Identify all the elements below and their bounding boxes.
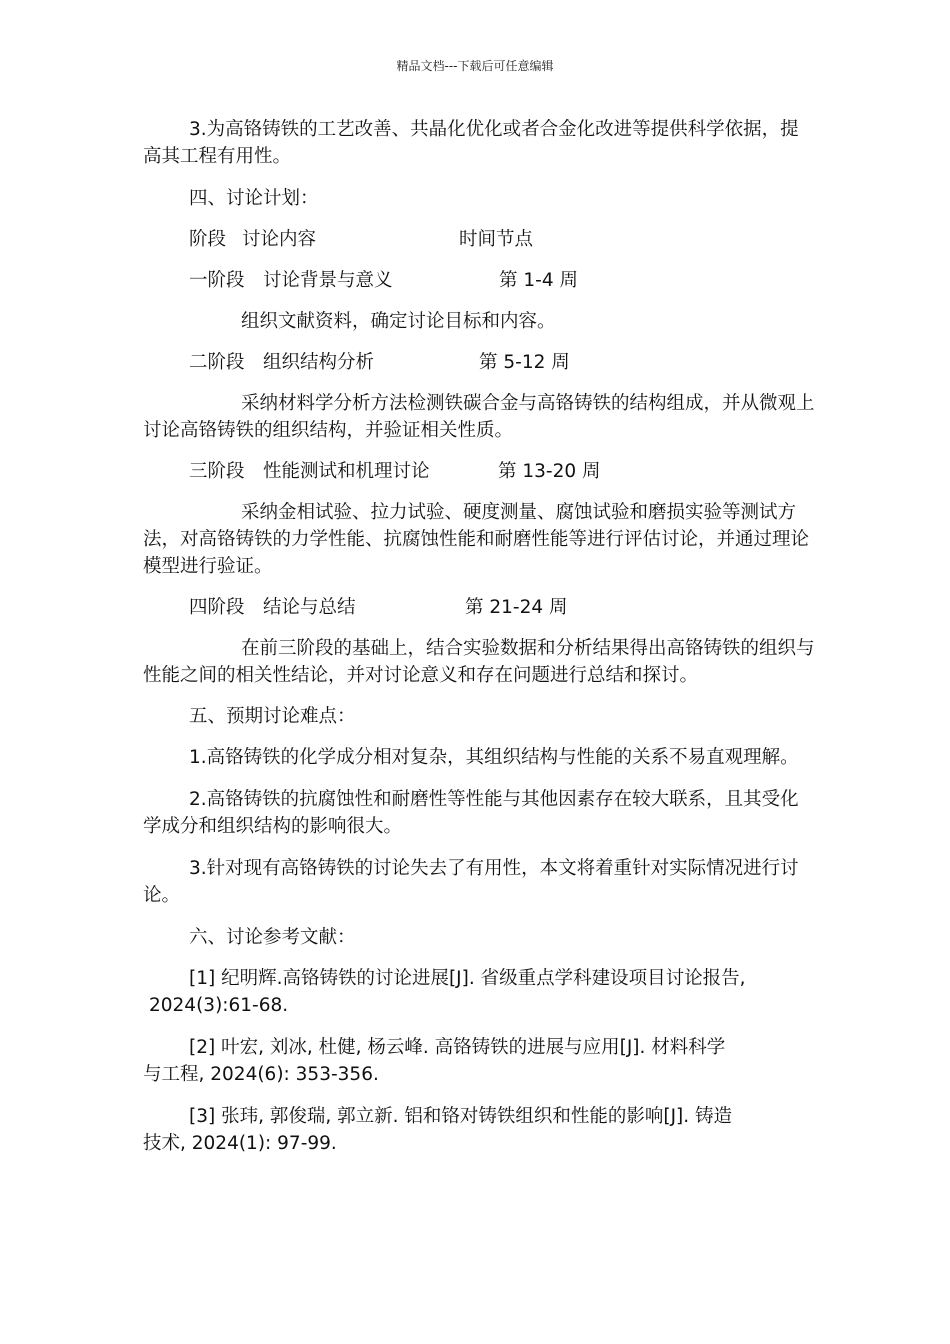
stage-time: 第 1-4 周 [499, 270, 578, 291]
plan-header-content: 讨论内容 [242, 229, 317, 250]
stage-desc: 采纳材料学分析方法检测铁碳合金与高铬铸铁的结构组成，并从微观上讨论高铬铸铁的组织结构，并验证相关性质。 [143, 393, 815, 441]
plan-header-time: 时间节点 [459, 229, 534, 250]
difficulty-item: 3.针对现有高铬铸铁的讨论失去了有用性，本文将着重针对实际情况进行讨论。 [143, 858, 799, 906]
stage-name: 三阶段 [189, 461, 245, 482]
stage-time: 第 13-20 周 [498, 461, 601, 482]
reference-item [143, 1103, 815, 1157]
plan-header-row [143, 226, 815, 253]
reference-line: [2] 叶宏, 刘冰, 杜健, 杨云峰. 高铬铸铁的进展与应用[J]. 材料科学 [189, 1037, 726, 1058]
reference-line: 2024(3):61-68. [149, 995, 289, 1016]
stage-content: 结论与总结 [263, 597, 356, 618]
reference-item [143, 965, 815, 1019]
stage-row [143, 267, 815, 294]
reference-line: 技术, 2024(1): 97-99. [143, 1133, 337, 1154]
stage-content: 组织结构分析 [263, 352, 375, 373]
plan-header-stage: 阶段 [189, 229, 227, 250]
reference-line: [1] 纪明辉.高铬铸铁的讨论进展[J]. 省级重点学科建设项目讨论报告, [189, 968, 746, 989]
stage-row [143, 349, 815, 376]
section4-title: 四、讨论计划： [189, 188, 319, 209]
reference-line: [3] 张玮, 郭俊瑞, 郭立新. 铝和铬对铸铁组织和性能的影响[J]. 铸造 [189, 1106, 733, 1127]
stage-time: 第 5-12 周 [479, 352, 570, 373]
stage-content: 讨论背景与意义 [263, 270, 393, 291]
stage-name: 一阶段 [189, 270, 245, 291]
stage-row [143, 458, 815, 485]
document-body [143, 116, 815, 1172]
stage-time: 第 21-24 周 [465, 597, 568, 618]
item3-intro: 3.为高铬铸铁的工艺改善、共晶化优化或者合金化改进等提供科学依据，提高其工程有用性。 [143, 119, 799, 167]
difficulty-item: 2.高铬铸铁的抗腐蚀性和耐磨性等性能与其他因素存在较大联系，且其受化学成分和组织结构的影响很大。 [143, 789, 799, 837]
page-header: 精品文档---下载后可任意编辑 [396, 59, 554, 73]
stage-row [143, 594, 815, 621]
reference-item [143, 1034, 815, 1088]
reference-line: 与工程, 2024(6): 353-356. [143, 1064, 379, 1085]
stage-name: 四阶段 [189, 597, 245, 618]
stage-content: 性能测试和机理讨论 [263, 461, 430, 482]
difficulty-item: 1.高铬铸铁的化学成分相对复杂，其组织结构与性能的关系不易直观理解。 [189, 747, 799, 768]
stage-desc: 采纳金相试验、拉力试验、硬度测量、腐蚀试验和磨损实验等测试方法，对高铬铸铁的力学性能、抗腐蚀性能和耐磨性能等进行评估讨论，并通过理论模型进行验证。 [143, 502, 810, 577]
section6-title: 六、讨论参考文献： [189, 927, 356, 948]
section5-title: 五、预期讨论难点： [189, 706, 356, 727]
stage-name: 二阶段 [189, 352, 245, 373]
stage-desc: 在前三阶段的基础上，结合实验数据和分析结果得出高铬铸铁的组织与性能之间的相关性结论，并对讨论意义和存在问题进行总结和探讨。 [143, 638, 815, 686]
stage-desc: 组织文献资料，确定讨论目标和内容。 [241, 311, 556, 332]
